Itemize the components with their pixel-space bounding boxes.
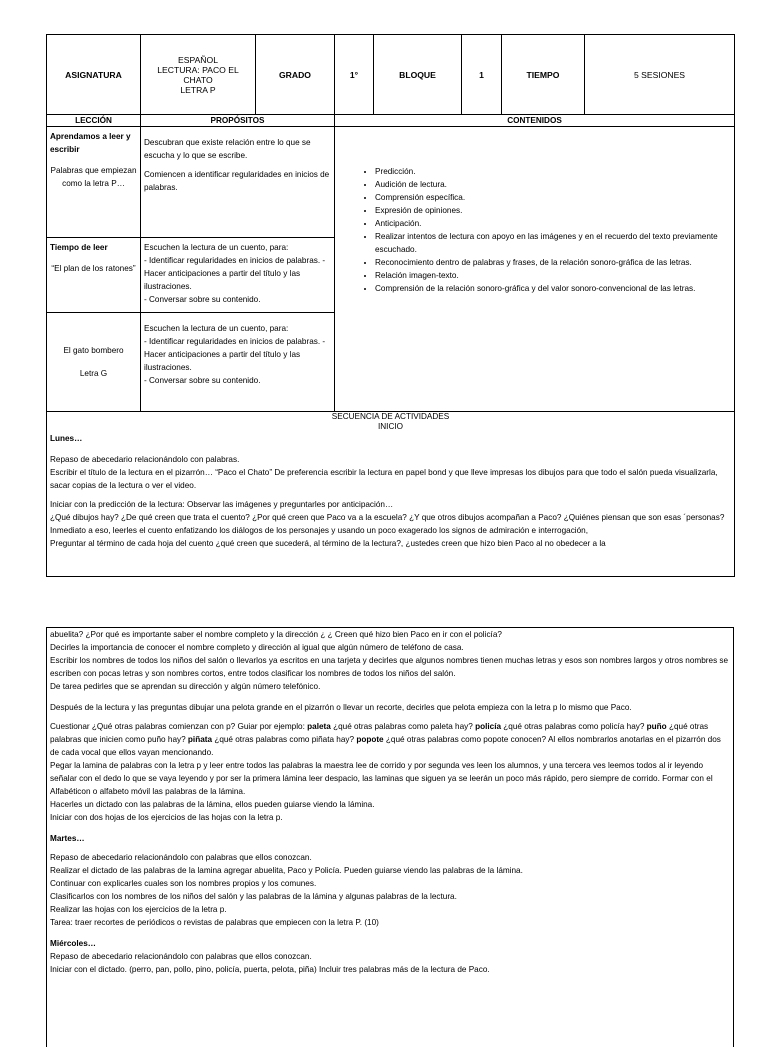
lesson-cell bbox=[47, 127, 141, 238]
list-item: • Comprensión de la relación sonoro-gráfica y del valor sonoro-convencional de las letras. bbox=[375, 282, 728, 295]
leccion-header: LECCIÓN bbox=[47, 115, 141, 127]
purpose-cell bbox=[141, 313, 335, 412]
text: ¿qué otras palabras como policía hay? bbox=[501, 722, 647, 731]
lesson-subtitle: Palabras que empiezan como la letra P… bbox=[50, 166, 137, 188]
text: ¿qué otras palabras que inicien como puño hay? bbox=[50, 722, 709, 744]
purpose-line: - Identificar regularidades en inicios de palabras. - bbox=[144, 256, 326, 265]
contents-cell bbox=[335, 127, 735, 412]
paragraph: Iniciar con el dictado. (perro, pan, pollo, pino, policía, puerta, pelota, piña) Incluir tres palabras más de la lectura de Paco. bbox=[50, 965, 490, 974]
list-item: • Relación imagen-texto. bbox=[375, 269, 728, 282]
keyword: puño bbox=[646, 722, 667, 731]
paragraph: Repaso de abecedario relacionándolo con palabras que ellos conozcan. bbox=[50, 952, 312, 961]
text: ¿qué otras palabras como piñata hay? bbox=[212, 735, 357, 744]
lesson-subtitle: Letra G bbox=[79, 369, 108, 378]
text: ¿qué otras palabras como popote conocen? Al ellos nombrarlos anotarlas en el pizarrón dos de cada vocal que ellos vayan mencionando. bbox=[50, 735, 721, 757]
paragraph: Decirles la importancia de conocer el nombre completo y dirección al igual que algún número de teléfono de casa. bbox=[50, 643, 464, 652]
purpose-line: - Identificar regularidades en inicios de palabras. - bbox=[144, 337, 326, 346]
activities-subtitle: INICIO bbox=[377, 422, 404, 431]
grado-label: GRADO bbox=[256, 35, 335, 115]
purpose-line: Hacer anticipaciones a partir del título y las bbox=[144, 269, 301, 278]
paragraph: Después de la lectura y las preguntas dibujar una pelota grande en el pizarrón o llevar un recorte, decirles que pelota empieza con la letra p lo mismo que Paco. bbox=[50, 703, 632, 712]
lesson-plan-table bbox=[46, 34, 734, 577]
paragraph: Clasificarlos con los nombres de los niños del salón y las palabras de la lámina y algunas palabras de la lectura. bbox=[50, 892, 457, 901]
paragraph: Hacerles un dictado con las palabras de la lámina, ellos pueden guiarse viendo la lámina. bbox=[50, 800, 375, 809]
paragraph: Escribir el título de la lectura en el pizarrón… “Paco el Chato” De preferencia escribir la lectura en papel bond y que lleve impresas los dibujos para que todo el salón pueda visualizarla, sacar copias de la lectura o ver el video. bbox=[50, 468, 718, 490]
list-item: • Comprensión específica. bbox=[375, 191, 728, 204]
tiempo-value: 5 SESIONES bbox=[585, 35, 735, 115]
purpose-line: ilustraciones. bbox=[144, 282, 192, 291]
keyword: piñata bbox=[187, 735, 213, 744]
propositos-header: PROPÓSITOS bbox=[141, 115, 335, 127]
bloque-value: 1 bbox=[462, 35, 502, 115]
subject-line: ESPAÑOL bbox=[178, 54, 218, 65]
lesson-title: El gato bombero bbox=[63, 346, 124, 355]
paragraph: ¿Qué dibujos hay? ¿De qué creen que trata el cuento? ¿Por qué creen que Paco va a la escuela? ¿Y que otros dibujos acompañan a Paco? ¿Quiénes piensan que son esas ´personas? Inmediato a eso, leerles el cuento enfatizando los diálogos de los personajes y usando un poco exagerado los signos de admiración e interrogación, bbox=[50, 513, 725, 535]
paragraph: Escribir los nombres de todos los niños del salón o llevarlos ya escritos en una tarjeta y decirles que algunos nombres tienen muchas letras y esos son nombres largos y otros nombres se escriben con pocas letras y son nombres cortos, entre todos clasificar los nombres de todos los niños del salón. bbox=[50, 656, 729, 678]
list-item: • Expresión de opiniones. bbox=[375, 204, 728, 217]
contenidos-header: CONTENIDOS bbox=[335, 115, 735, 127]
lesson-title: Aprendamos a leer y escribir bbox=[50, 132, 131, 154]
list-item: • Anticipación. bbox=[375, 217, 728, 230]
question-paragraph bbox=[50, 720, 730, 759]
purpose-text: Descubran que existe relación entre lo que se escucha y lo que se escribe. bbox=[144, 138, 311, 160]
list-item: • Realizar intentos de lectura con apoyo en las imágenes y en el recuerdo del texto previamente escuchado. bbox=[375, 230, 728, 256]
paragraph: Realizar las hojas con los ejercicios de la letra p. bbox=[50, 905, 227, 914]
subject-line: LECTURA: PACO EL bbox=[157, 64, 239, 75]
lesson-cell bbox=[47, 313, 141, 412]
lesson-cell bbox=[47, 238, 141, 313]
paragraph: Iniciar con la predicción de la lectura: Observar las imágenes y preguntarles por anticipación… bbox=[50, 500, 394, 509]
subject-line: LETRA P bbox=[180, 84, 216, 95]
bloque-label: BLOQUE bbox=[374, 35, 462, 115]
text: ¿qué otras palabras como paleta hay? bbox=[330, 722, 476, 731]
activities-continued bbox=[46, 627, 734, 1047]
text: Cuestionar ¿Qué otras palabras comienzan con p? Guiar por ejemplo: bbox=[50, 722, 308, 731]
keyword: popote bbox=[356, 735, 384, 744]
contents-list bbox=[357, 165, 728, 295]
purpose-line: - Conversar sobre su contenido. bbox=[144, 295, 261, 304]
subject-cell bbox=[141, 35, 256, 115]
lesson-subtitle: “El plan de los ratones” bbox=[51, 264, 136, 273]
paragraph: Repaso de abecedario relacionándolo con palabras. bbox=[50, 455, 240, 464]
subject-line: CHATO bbox=[183, 74, 213, 85]
list-item: • Predicción. bbox=[375, 165, 728, 178]
list-item: • Reconocimiento dentro de palabras y frases, de la relación sonoro-gráfica de las letras. bbox=[375, 256, 728, 269]
list-item: • Audición de lectura. bbox=[375, 178, 728, 191]
purpose-cell bbox=[141, 127, 335, 238]
paragraph: Continuar con explicarles cuales son los nombres propios y los comunes. bbox=[50, 879, 317, 888]
paragraph: Pegar la lamina de palabras con la letra p y leer entre todos las palabras la maestra lee de corrido y por segunda ves leen los alumnos, y una tercera ves leemos todos al ir leyendo señalar con el dedo lo que se vaya leyendo y por ser la primera lámina leer despacio, las laminas que siguen ya se leerán un poco más rápido, pero siempre de corrido. Formar con el Alfabéticon o alfabeto móvil las palabras de la lámina. bbox=[50, 761, 713, 796]
purpose-text: Comiencen a identificar regularidades en inicios de palabras. bbox=[144, 170, 330, 192]
paragraph: Realizar el dictado de las palabras de la lamina agregar abuelita, Paco y Policía. Pueden guiarse viendo las palabras de la lámina. bbox=[50, 866, 523, 875]
keyword: paleta bbox=[307, 722, 331, 731]
paragraph: Tarea: traer recortes de periódicos o revistas de palabras que empiecen con la letra P. (10) bbox=[50, 918, 379, 927]
activities-title: SECUENCIA DE ACTIVIDADES bbox=[331, 412, 450, 421]
purpose-line: Escuchen la lectura de un cuento, para: bbox=[144, 243, 289, 252]
paragraph: Preguntar al término de cada hoja del cuento ¿qué creen que sucederá, al término de la lectura?, ¿ustedes creen que hizo bien Paco al no obedecer a la bbox=[50, 539, 606, 548]
day-heading: Lunes… bbox=[50, 434, 83, 443]
tiempo-label: TIEMPO bbox=[502, 35, 585, 115]
grado-value: 1° bbox=[335, 35, 374, 115]
activities-section bbox=[47, 412, 735, 577]
purpose-line: Hacer anticipaciones a partir del título y las bbox=[144, 350, 301, 359]
day-heading: Martes… bbox=[50, 834, 85, 843]
paragraph: Iniciar con dos hojas de los ejercicios de las hojas con la letra p. bbox=[50, 813, 283, 822]
paragraph: Repaso de abecedario relacionándolo con palabras que ellos conozcan. bbox=[50, 853, 312, 862]
day-heading: Miércoles… bbox=[50, 939, 96, 948]
purpose-line: ilustraciones. bbox=[144, 363, 192, 372]
purpose-cell bbox=[141, 238, 335, 313]
lesson-title: Tiempo de leer bbox=[50, 243, 108, 252]
paragraph: abuelita? ¿Por qué es importante saber el nombre completo y la dirección ¿ ¿ Creen qué hizo bien Paco en ir con el policía? bbox=[50, 630, 502, 639]
asignatura-label: ASIGNATURA bbox=[47, 35, 141, 115]
keyword: policía bbox=[475, 722, 502, 731]
purpose-line: - Conversar sobre su contenido. bbox=[144, 376, 261, 385]
purpose-line: Escuchen la lectura de un cuento, para: bbox=[144, 324, 289, 333]
paragraph: De tarea pedirles que se aprendan su dirección y algún número telefónico. bbox=[50, 682, 321, 691]
